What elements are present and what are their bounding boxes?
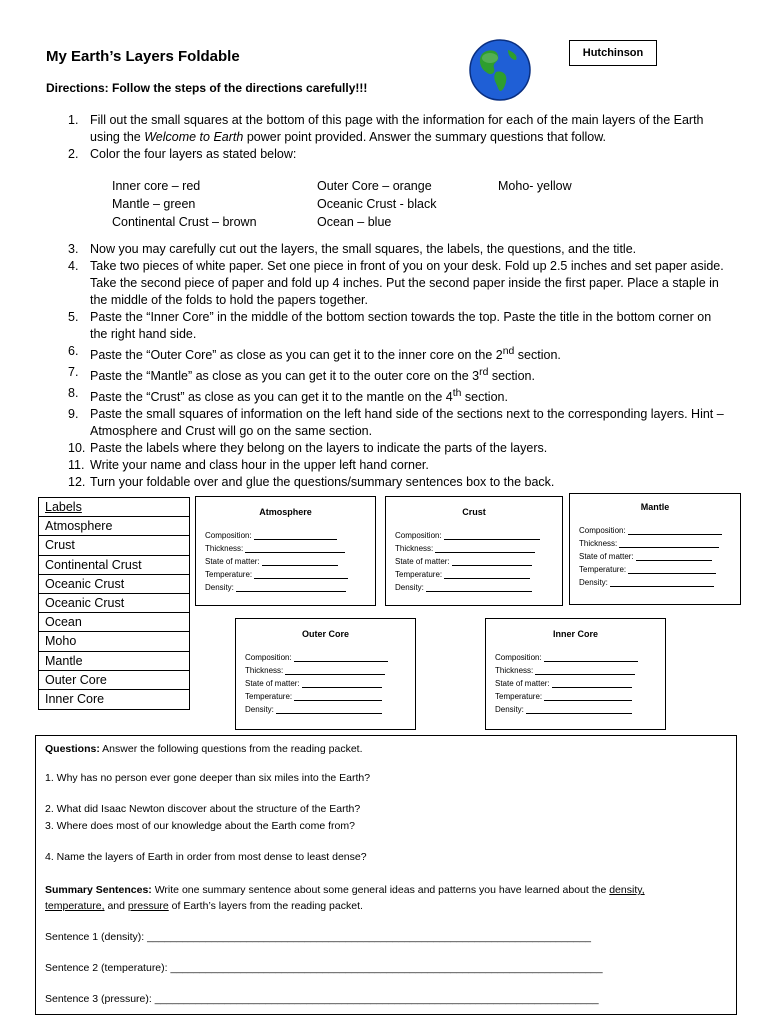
card-title: Crust — [462, 507, 486, 517]
card-mantle: Mantle Composition: Thickness: State of matter: Temperature: Density: — [569, 493, 741, 605]
question-2: 2. What did Isaac Newton discover about the structure of the Earth? — [45, 803, 361, 815]
step-1: 1. Fill out the small squares at the bottom of this page with the information for each of the main layers of the Earth using the Welcome to Earth power point provided. Answer the summary questions that follow. — [68, 113, 704, 144]
card-crust: Crust Composition: Thickness: State of matter: Temperature: Density: — [385, 496, 563, 606]
label-cell: Atmosphere — [39, 517, 189, 536]
question-4: 4. Name the layers of Earth in order from most dense to least dense? — [45, 851, 367, 863]
step-11: 11. Write your name and class hour in the upper left hand corner. — [68, 458, 429, 473]
label-cell: Continental Crust — [39, 556, 189, 575]
label-cell: Ocean — [39, 613, 189, 632]
questions-box — [35, 735, 737, 1015]
steps-part-b — [68, 241, 728, 491]
label-cell: Mantle — [39, 652, 189, 671]
sentence-2: Sentence 2 (temperature): __________________________________________________________________________ — [45, 962, 603, 974]
color-row: Inner core – red Outer Core – orange Moho- yellow — [112, 179, 572, 193]
step-4: 4. Take two pieces of white paper. Set one piece in front of you on your desk. Fold up 2.5 inches and set paper aside. Take the second piece of paper and fold up 4 inches. Put the second paper inside the first paper. Place a staple in the middle of the folds to hold the papers together. — [68, 259, 724, 307]
step-8: 8. Paste the “Crust” as close as you can get it to the mantle on the 4th section. — [68, 386, 508, 405]
labels-header: Labels — [39, 498, 189, 517]
step-2: 2. Color the four layers as stated below: — [68, 147, 297, 161]
color-row: Mantle – green Oceanic Crust - black — [112, 197, 437, 211]
color-row: Continental Crust – brown Ocean – blue — [112, 215, 392, 229]
card-title: Mantle — [640, 502, 670, 512]
label-cell: Moho — [39, 632, 189, 651]
card-inner-core: Inner Core Composition: Thickness: State of matter: Temperature: Density: — [485, 618, 666, 730]
sentence-3: Sentence 3 (pressure): ____________________________________________________________________________ — [45, 993, 599, 1005]
step-7: 7. Paste the “Mantle” as close as you can get it to the outer core on the 3rd section. — [68, 365, 535, 384]
label-cell: Inner Core — [45, 691, 105, 706]
summary-instructions: Summary Sentences: Write one summary sentence about some general ideas and patterns you have learned about the density, temperature, and pressure of Earth’s layers from the reading packet. — [45, 884, 645, 912]
page-title: My Earth’s Layers Foldable — [46, 48, 240, 65]
steps-part-a — [68, 112, 728, 163]
step-9: 9. Paste the small squares of information on the left hand side of the sections next to the corresponding layers. Hint – Atmosphere and Crust will go on the same section. — [68, 407, 724, 439]
step-12: 12. Turn your foldable over and glue the questions/summary sentences box to the back. — [68, 475, 555, 490]
globe-icon — [468, 38, 532, 102]
question-3: 3. Where does most of our knowledge about the Earth come from? — [45, 820, 355, 832]
step-5: 5. Paste the “Inner Core” in the middle of the bottom section towards the top. Paste the title in the bottom corner on the right hand side. — [68, 310, 712, 341]
card-atmosphere: Atmosphere Composition: Thickness: State of matter: Temperature: Density: — [195, 496, 376, 606]
label-cell: Oceanic Crust — [39, 575, 189, 594]
labels-table — [38, 497, 190, 710]
label-cell: Outer Core — [39, 671, 189, 690]
card-outer-core: Outer Core Composition: Thickness: State of matter: Temperature: Density: — [235, 618, 416, 730]
sentence-1: Sentence 1 (density): ____________________________________________________________________________ — [45, 931, 591, 943]
step-10: 10. Paste the labels where they belong on the layers to indicate the parts of the layers. — [68, 441, 548, 456]
question-1: 1. Why has no person ever gone deeper than six miles into the Earth? — [45, 772, 371, 784]
card-title: Inner Core — [552, 629, 598, 639]
label-cell: Oceanic Crust — [39, 594, 189, 613]
step-6: 6. Paste the “Outer Core” as close as you can get it to the inner core on the 2nd section. — [68, 344, 561, 363]
step-3: 3. Now you may carefully cut out the layers, the small squares, the labels, the questions, and the title. — [68, 242, 637, 256]
questions-intro: Questions: Answer the following questions from the reading packet. — [45, 743, 363, 755]
name-box: Hutchinson — [569, 40, 657, 66]
card-title: Atmosphere — [259, 507, 312, 517]
card-title: Outer Core — [301, 629, 349, 639]
directions: Directions: Follow the steps of the directions carefully!!! — [46, 81, 368, 95]
color-list — [112, 177, 572, 231]
label-cell: Crust — [39, 536, 189, 555]
